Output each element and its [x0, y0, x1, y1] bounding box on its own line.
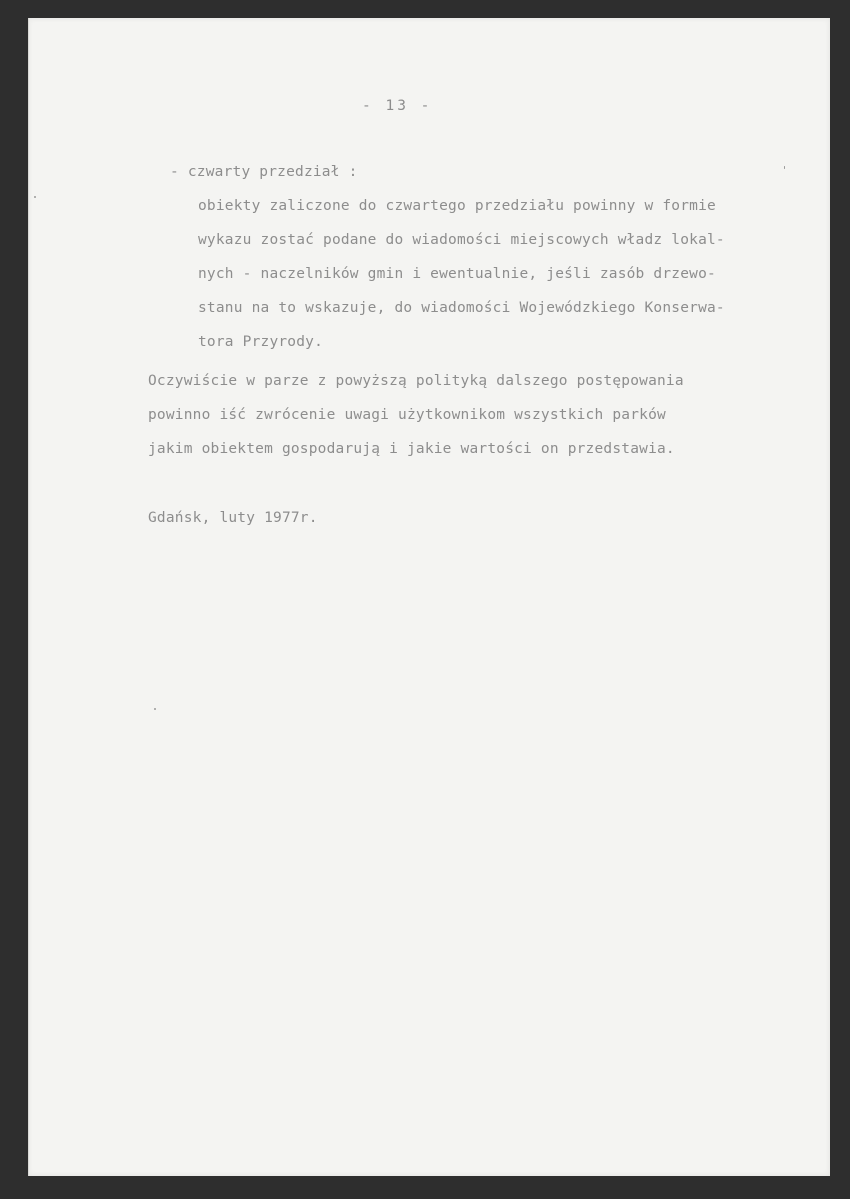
document-page — [28, 18, 830, 1176]
section-line-2: wykazu zostać podane do wiadomości miejscowych władz lokal- — [198, 232, 725, 248]
paragraph-line-2: powinno iść zwrócenie uwagi użytkownikom wszystkich parków — [148, 407, 666, 423]
page-number: - 13 - — [362, 98, 433, 114]
speck-mark — [784, 166, 785, 169]
margin-mark — [34, 196, 36, 198]
section-line-3: nych - naczelników gmin i ewentualnie, jeśli zasób drzewo- — [198, 266, 716, 282]
page-edge — [28, 18, 830, 1176]
place-date: Gdańsk, luty 1977r. — [148, 510, 318, 526]
section-line-1: obiekty zaliczone do czwartego przedziału powinny w formie — [198, 198, 716, 214]
section-heading: - czwarty przedział : — [170, 164, 358, 180]
section-line-5: tora Przyrody. — [198, 334, 324, 350]
speck-mark — [154, 708, 156, 710]
paragraph-line-3: jakim obiektem gospodarują i jakie wartości on przedstawia. — [148, 441, 675, 457]
section-line-4: stanu na to wskazuje, do wiadomości Wojewódzkiego Konserwa- — [198, 300, 725, 316]
paragraph-line-1: Oczywiście w parze z powyższą polityką dalszego postępowania — [148, 373, 684, 389]
